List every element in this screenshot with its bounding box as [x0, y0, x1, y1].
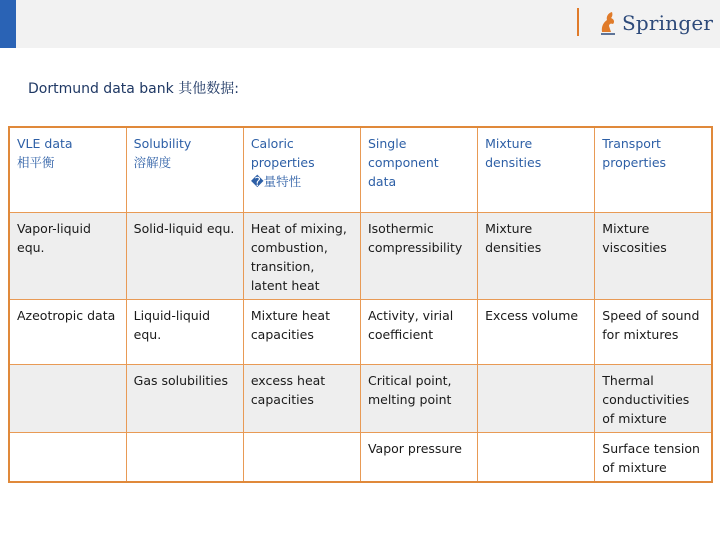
table-cell: Activity, virial coefficient: [360, 300, 477, 365]
page-heading: Dortmund data bank 其他数据:: [28, 81, 239, 97]
table-cell: Thermal conductivities of mixture: [595, 365, 712, 433]
header-cell-solubility: [126, 127, 243, 213]
header-cjk: �量特性: [250, 174, 302, 189]
table-cell: [478, 365, 595, 433]
table-cell: Heat of mixing, combustion, transition, latent heat: [243, 213, 360, 300]
table-cell: Excess volume: [478, 300, 595, 365]
table-cell: Vapor pressure: [360, 433, 477, 483]
header-divider: [577, 8, 579, 36]
table-cell: [9, 433, 126, 483]
table-cell: Solid-liquid equ.: [126, 213, 243, 300]
table-cell: Speed of sound for mixtures: [595, 300, 712, 365]
header-label: Transport properties: [602, 136, 667, 170]
table-cell: [243, 433, 360, 483]
table-cell: excess heat capacities: [243, 365, 360, 433]
table-row: [9, 300, 712, 365]
logo-text: Springer: [622, 11, 714, 35]
table-row: [9, 433, 712, 483]
header-cell-caloric: [243, 127, 360, 213]
header-cell-mixture-densities: [478, 127, 595, 213]
header-cjk: 溶解度: [133, 155, 172, 170]
table-cell: [478, 433, 595, 483]
header-cell-single-component: [360, 127, 477, 213]
table-cell: Isothermic compressibility: [360, 213, 477, 300]
table-cell: Mixture viscosities: [595, 213, 712, 300]
accent-bar: [0, 0, 16, 48]
table-cell: [9, 365, 126, 433]
header-label: Solubility: [133, 136, 192, 151]
data-bank-table: [8, 126, 713, 483]
table-cell: Liquid-liquid equ.: [126, 300, 243, 365]
header-cell-transport: [595, 127, 712, 213]
header-label: Single component data: [367, 136, 439, 189]
table-cell: Mixture heat capacities: [243, 300, 360, 365]
header-label: Caloric properties: [250, 136, 315, 170]
table-cell: Vapor-liquid equ.: [9, 213, 126, 300]
table-cell: [126, 433, 243, 483]
header-label: VLE data: [17, 136, 73, 151]
table-cell: Critical point, melting point: [360, 365, 477, 433]
header-cell-vle: [9, 127, 126, 213]
header-cjk: 相平衡: [17, 155, 55, 170]
springer-horse-icon: [598, 10, 618, 36]
table-row: [9, 213, 712, 300]
table-header-row: [9, 127, 712, 213]
table-cell: Azeotropic data: [9, 300, 126, 365]
table-cell: Mixture densities: [478, 213, 595, 300]
springer-logo: [598, 8, 713, 38]
table-cell: Surface tension of mixture: [595, 433, 712, 483]
table-cell: Gas solubilities: [126, 365, 243, 433]
header-label: Mixture densities: [485, 136, 542, 170]
table-row: [9, 365, 712, 433]
